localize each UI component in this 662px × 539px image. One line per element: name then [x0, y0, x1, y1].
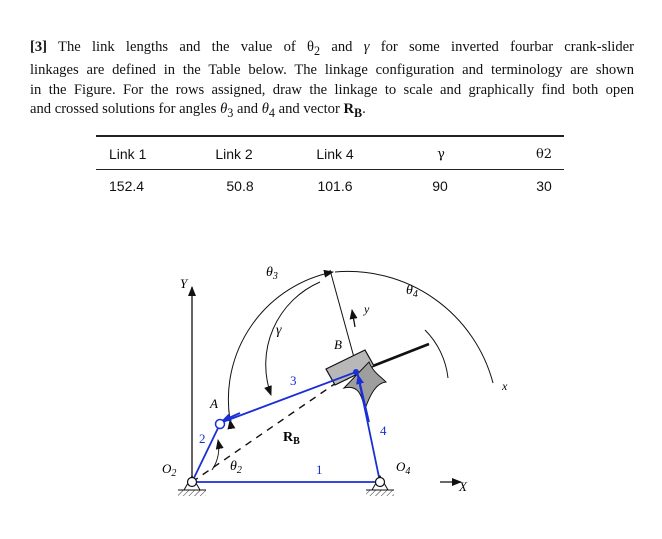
ground-O2	[178, 476, 206, 496]
problem-line-1: [3] The link lengths and the value of $\theta_2$ and γ for some inverted fourbar crank-slider	[30, 39, 634, 58]
label-A: A	[210, 396, 218, 411]
cell-theta2: 30	[536, 178, 552, 194]
problem-line-3: in the Figure. For the rows assigned, draw the linkage to scale and graphically find both open	[30, 81, 634, 98]
label-X: X	[459, 479, 467, 494]
header-theta2: θ2	[535, 147, 553, 162]
label-RB: $R_B$	[283, 430, 300, 447]
cell-gamma: 90	[432, 178, 448, 194]
cell-link-2: 50.8	[226, 178, 254, 194]
theta3-arc	[228, 272, 333, 420]
joint-A	[216, 420, 225, 429]
label-O4: $O_4$	[396, 459, 411, 477]
local-y-axis	[352, 310, 355, 327]
label-theta2: $\theta_2$	[230, 459, 242, 476]
cell-link-4: 101.6	[317, 178, 353, 194]
problem-line-2: linkages are defined in the Table below. The linkage configuration and terminology are shown	[30, 62, 634, 79]
problem-number: [3]	[30, 39, 48, 55]
label-link-1: 1	[316, 462, 323, 477]
link-2	[192, 424, 220, 482]
link-3	[220, 372, 356, 423]
header-link-2: Link 2	[215, 146, 253, 162]
header-link-1: Link 1	[109, 146, 147, 162]
label-O2: $O_2$	[162, 461, 177, 479]
header-gamma: γ	[437, 147, 445, 162]
label-link-3: 3	[290, 373, 297, 388]
label-theta4: $\theta_4$	[406, 283, 418, 300]
ground-O4	[366, 476, 394, 496]
cell-link-1: 152.4	[109, 178, 145, 194]
local-x-arc	[425, 330, 448, 378]
label-x-local: x	[502, 379, 508, 393]
joint-B	[353, 369, 359, 375]
label-link-2: 2	[199, 431, 206, 446]
label-theta3: $\theta_3$	[266, 265, 278, 282]
label-Y: Y	[180, 276, 188, 291]
label-y-local: y	[364, 302, 370, 316]
label-B: B	[334, 337, 342, 352]
header-link-4: Link 4	[316, 146, 354, 162]
label-gamma: γ	[276, 323, 282, 338]
label-link-4: 4	[380, 423, 387, 438]
problem-line-4: and crossed solutions for angles $\theta_3$ and $\theta_4$ and vector $R_B$.	[30, 101, 366, 121]
